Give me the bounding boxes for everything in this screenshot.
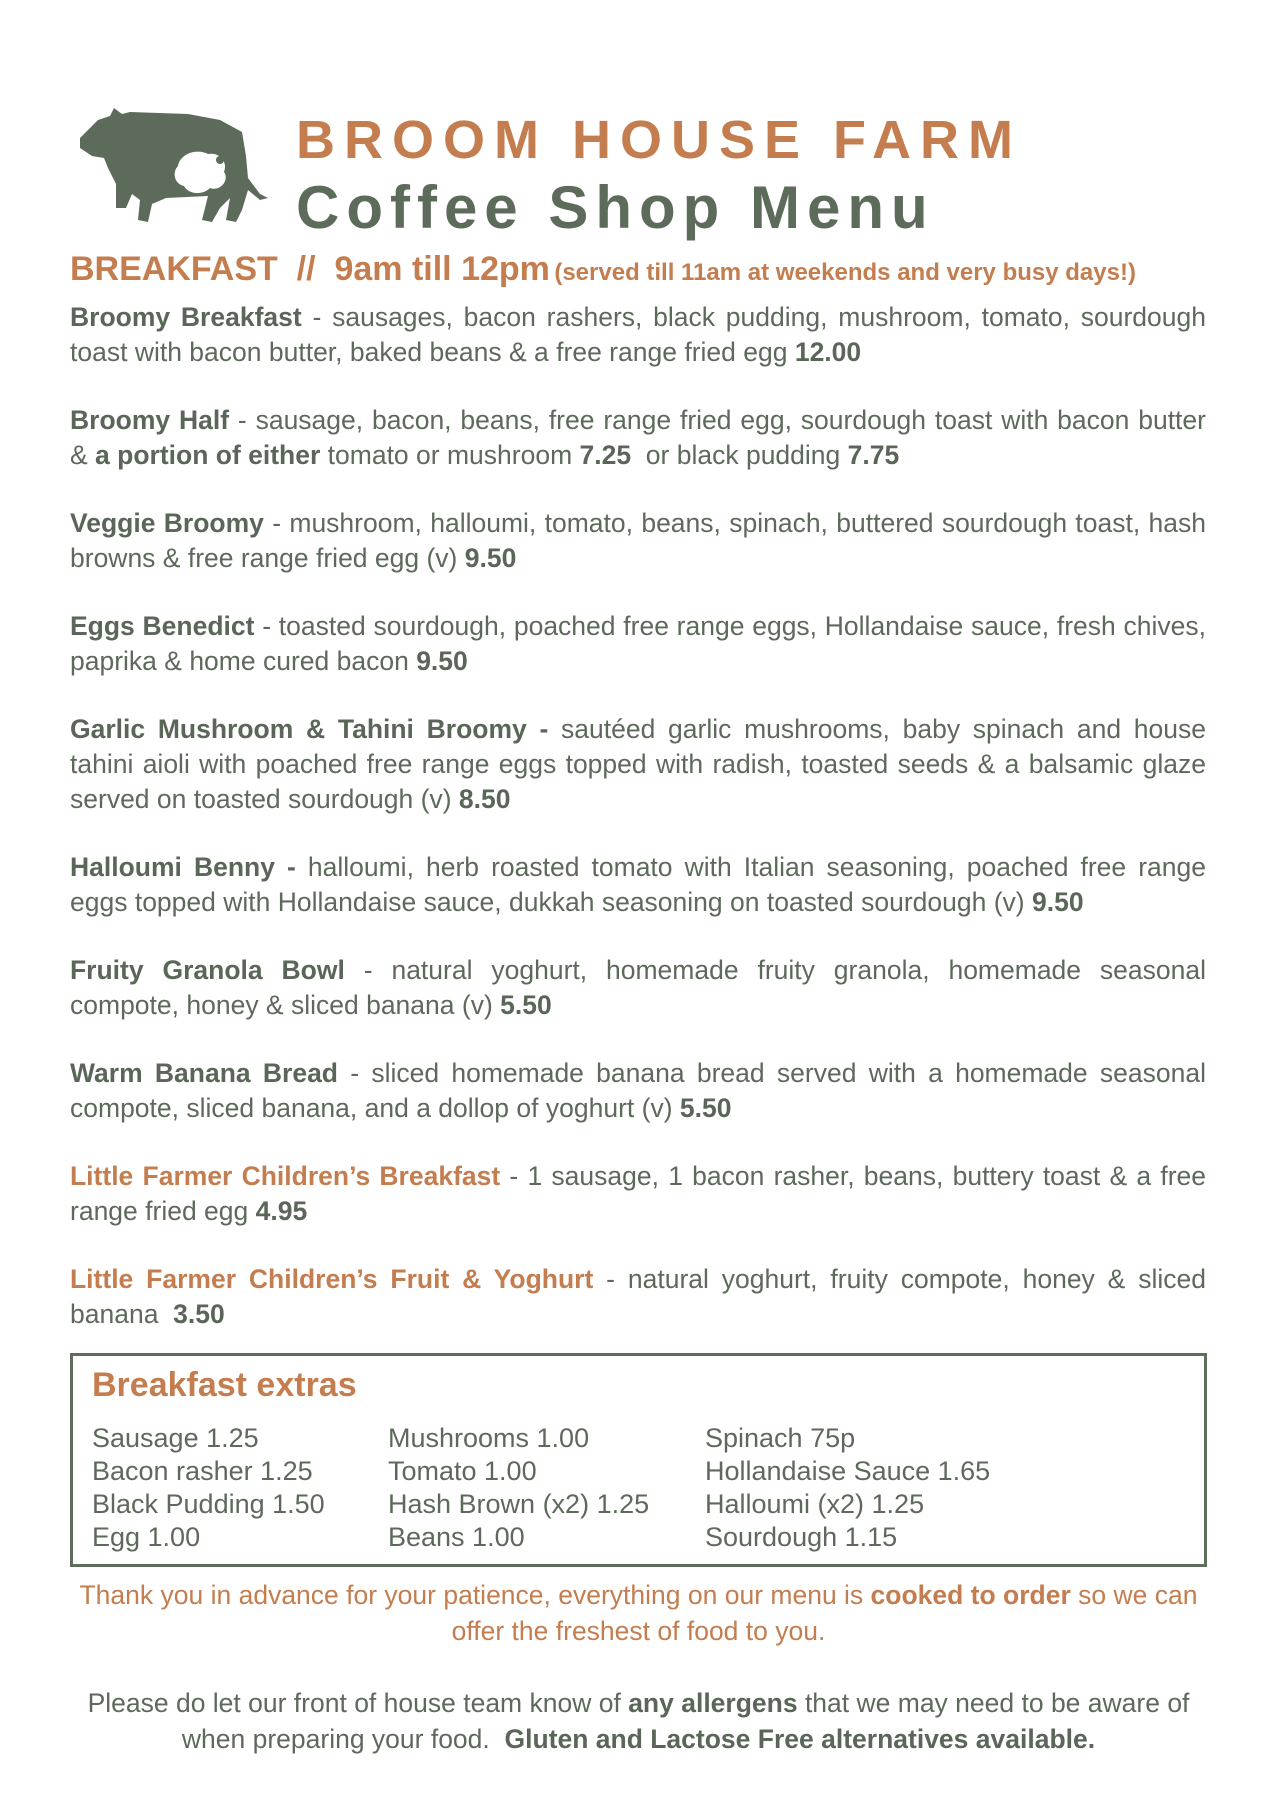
- item-name: Warm Banana Bread: [70, 1058, 338, 1088]
- menu-item: [70, 712, 1206, 817]
- item-price: 9.50: [464, 543, 517, 573]
- item-price: 12.00: [794, 337, 862, 367]
- item-description: - sausage, bacon, beans, free range fried egg, sourdough toast with bacon butter &: [70, 405, 1206, 470]
- extras-item: Bacon rasher 1.25: [92, 1456, 313, 1486]
- thanks-emphasis: cooked to order: [870, 1580, 1071, 1610]
- extras-item: Tomato 1.00: [388, 1456, 537, 1486]
- item-description: - natural yoghurt, homemade fruity granola, homemade seasonal compote, honey & sliced banana (v): [70, 955, 1206, 1020]
- item-description: - natural yoghurt, fruity compote, honey & sliced banana: [70, 1264, 1214, 1329]
- item-price: 3.50: [173, 1299, 225, 1329]
- item-description: - toasted sourdough, poached free range eggs, Hollandaise sauce, fresh chives, paprika & home cured bacon: [70, 611, 1206, 676]
- item-price: 5.50: [500, 990, 552, 1020]
- allergen-emphasis: Gluten and Lactose Free alternatives available.: [504, 1724, 1096, 1754]
- menu-items: [70, 300, 1214, 1365]
- allergen-text: Please do let our front of house team know of: [87, 1688, 629, 1718]
- item-name: Veggie Broomy: [70, 508, 264, 538]
- breakfast-extras-box: [70, 1353, 1207, 1567]
- item-name: Halloumi Benny -: [70, 852, 296, 882]
- item-price: 4.95: [255, 1196, 308, 1226]
- thank-you-note: [70, 1577, 1207, 1649]
- allergen-note: [70, 1685, 1207, 1757]
- page-title: Coffee Shop Menu: [296, 174, 935, 241]
- thanks-text: so we can offer the freshest of food to you.: [451, 1580, 1198, 1646]
- thanks-text: Thank you in advance for your patience, everything on our menu is: [79, 1580, 871, 1610]
- menu-item-kids: [70, 1159, 1206, 1229]
- section-title: BREAKFAST // 9am till 12pm: [70, 250, 550, 288]
- extras-item: Hash Brown (x2) 1.25: [388, 1489, 650, 1519]
- menu-item: [70, 506, 1206, 576]
- allergen-text: that we may need to be aware of when preparing your food.: [181, 1688, 1197, 1754]
- extras-title: Breakfast extras: [92, 1366, 357, 1404]
- extras-item: Hollandaise Sauce 1.65: [705, 1456, 991, 1486]
- item-highlight: a portion of either: [95, 440, 321, 470]
- extras-item: Halloumi (x2) 1.25: [705, 1489, 925, 1519]
- menu-item: [70, 1056, 1206, 1126]
- item-description: - sausages, bacon rashers, black pudding, mushroom, tomato, sourdough toast with bacon butter, baked beans & a free range fried egg: [70, 302, 1206, 367]
- item-name: Little Farmer Children’s Fruit & Yoghurt: [70, 1264, 594, 1294]
- farm-name: BROOM HOUSE FARM: [296, 110, 1023, 170]
- item-description: - sliced homemade banana bread served with a homemade seasonal compote, sliced banana, and a dollop of yoghurt (v): [70, 1058, 1206, 1123]
- item-price: 9.50: [1032, 887, 1084, 917]
- extras-item: Spinach 75p: [705, 1423, 856, 1453]
- item-name: Garlic Mushroom & Tahini Broomy -: [70, 714, 549, 744]
- section-heading: [70, 250, 1250, 289]
- extras-item: Egg 1.00: [92, 1522, 201, 1552]
- extras-column: [705, 1422, 990, 1554]
- item-name: Little Farmer Children’s Breakfast: [70, 1161, 501, 1191]
- menu-item-kids: [70, 1262, 1214, 1332]
- item-price: 9.50: [416, 646, 468, 676]
- extras-item: Sourdough 1.15: [705, 1522, 898, 1552]
- item-price: 7.25: [579, 440, 632, 470]
- menu-item: [70, 953, 1206, 1023]
- item-price: 5.50: [679, 1093, 732, 1123]
- item-price: 8.50: [458, 784, 511, 814]
- item-description: sautéed garlic mushrooms, baby spinach and house tahini aioli with poached free range eggs topped with radish, toasted seeds & a balsamic glaze served on toasted sourdough (v): [70, 714, 1206, 814]
- section-note: (served till 11am at weekends and very busy days!): [554, 259, 1136, 286]
- extras-item: Sausage 1.25: [92, 1423, 259, 1453]
- extras-column: [92, 1422, 325, 1554]
- menu-header: [70, 98, 1230, 248]
- item-name: Broomy Breakfast: [70, 302, 302, 332]
- extras-item: Mushrooms 1.00: [388, 1423, 590, 1453]
- menu-item: [70, 609, 1206, 679]
- item-description: tomato or mushroom: [320, 440, 580, 470]
- extras-item: Beans 1.00: [388, 1522, 525, 1552]
- allergen-emphasis: any allergens: [628, 1688, 798, 1718]
- extras-item: Black Pudding 1.50: [92, 1489, 325, 1519]
- item-description: - mushroom, halloumi, tomato, beans, spinach, buttered sourdough toast, hash browns & free range fried egg (v): [70, 508, 1206, 573]
- item-description: - 1 sausage, 1 bacon rasher, beans, buttery toast & a free range fried egg: [70, 1161, 1207, 1226]
- menu-item: [70, 403, 1206, 473]
- cow-logo-icon: [70, 98, 270, 228]
- item-name: Fruity Granola Bowl: [70, 955, 345, 985]
- item-name: Eggs Benedict: [70, 611, 255, 641]
- extras-column: [388, 1422, 649, 1554]
- item-description: or black pudding: [631, 440, 848, 470]
- menu-item: [70, 300, 1206, 370]
- item-name: Broomy Half: [70, 405, 230, 435]
- menu-item: [70, 850, 1206, 920]
- item-price-alt: 7.75: [847, 440, 900, 470]
- item-description: halloumi, herb roasted tomato with Italian seasoning, poached free range eggs topped with Hollandaise sauce, dukkah seasoning on toasted sourdough (v): [70, 852, 1206, 917]
